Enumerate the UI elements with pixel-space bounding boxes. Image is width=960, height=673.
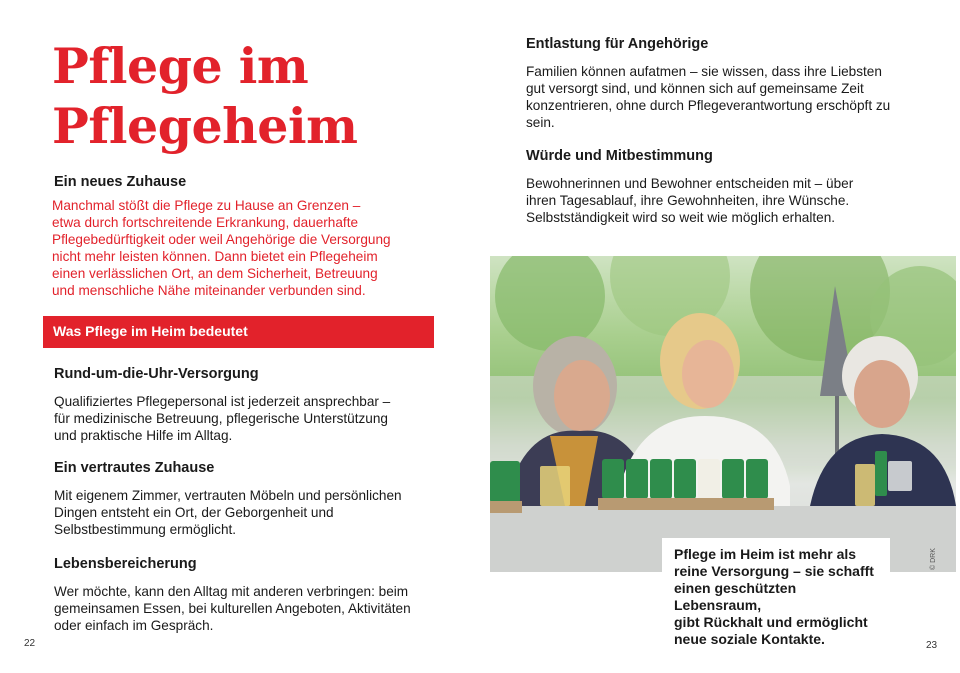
body-line: ihren Tagesablauf, ihre Gewohnheiten, ihre Wünsche. (526, 193, 850, 208)
section-band (43, 316, 434, 348)
caption-line: reine Versorgung – sie schafft (674, 563, 874, 579)
card (698, 459, 720, 499)
page-number-right: 23 (926, 640, 938, 651)
carer-face (682, 340, 734, 408)
title-line-1: Pflege im (52, 37, 309, 95)
body-line: sein. (526, 115, 555, 130)
section-body (526, 175, 853, 226)
page-title (52, 36, 357, 156)
card (490, 461, 520, 503)
section-heading: Würde und Mitbestimmung (526, 148, 713, 164)
section-band-label: Was Pflege im Heim bedeutet (53, 323, 248, 339)
lead-line: Manchmal stößt die Pflege zu Hause an Grenzen – (52, 198, 361, 213)
body-line: Selbstbestimmung ermöglicht. (54, 522, 237, 537)
glass-left (540, 466, 570, 506)
photo-residents-at-table (490, 256, 956, 572)
subtitle: Ein neues Zuhause (54, 174, 187, 190)
lead-paragraph (52, 197, 391, 299)
body-line: und praktische Hilfe im Alltag. (54, 428, 233, 443)
caption-line: neue soziale Kontakte. (674, 631, 825, 647)
card (626, 459, 648, 499)
lead-line: etwa durch fortschreitende Erkrankung, dauerhafte (52, 215, 359, 230)
photo-caption (662, 538, 890, 654)
glass-water (888, 461, 912, 491)
body-line: Bewohnerinnen und Bewohner entscheiden mit – über (526, 176, 854, 191)
lead-line: Pflegebedürftigkeit oder weil Angehörige die Versorgung (52, 232, 391, 247)
section-heading: Ein vertrautes Zuhause (54, 460, 215, 476)
body-line: Qualifiziertes Pflegepersonal ist jederzeit ansprechbar – (54, 394, 391, 409)
parasol-pole (835, 396, 839, 456)
section-heading: Lebensbereicherung (54, 556, 197, 572)
photo-credit: © DRK (930, 548, 937, 570)
resident-left-face (554, 360, 610, 432)
section-heading: Rund-um-die-Uhr-Versorgung (54, 366, 259, 382)
caption-line: gibt Rückhalt und ermöglicht (674, 614, 868, 630)
body-line: oder einfach im Gespräch. (54, 618, 214, 633)
body-line: gut versorgt sind, und können sich auf gemeinsame Zeit (526, 81, 864, 96)
card (602, 459, 624, 499)
caption-line: Pflege im Heim ist mehr als (674, 546, 857, 562)
card (875, 451, 887, 496)
glass-right (855, 464, 875, 506)
body-line: Selbstständigkeit wird so weit wie möglich erhalten. (526, 210, 836, 225)
body-line: gemeinsamen Essen, bei kulturellen Angeboten, Aktivitäten (54, 601, 411, 616)
section-body (526, 63, 890, 131)
resident-right-face (854, 360, 910, 428)
photo-illustration (490, 256, 956, 572)
body-line: Familien können aufatmen – sie wissen, dass ihre Liebsten (526, 64, 882, 79)
section-heading: Entlastung für Angehörige (526, 36, 709, 52)
body-line: Wer möchte, kann den Alltag mit anderen verbringen: beim (54, 584, 409, 599)
lead-line: nicht mehr leisten können. Dann bietet ein Pflegeheim (52, 249, 378, 264)
caption-line: einen geschützten Lebensraum, (674, 580, 797, 613)
body-line: konzentrieren, ohne durch Pflegeverantwortung erschöpft zu (526, 98, 891, 113)
section-body (54, 487, 402, 538)
title-line-2: Pflegeheim (52, 97, 358, 155)
section-body (54, 393, 390, 444)
body-line: Dingen entsteht ein Ort, der Geborgenheit und (54, 505, 334, 520)
lead-line: und menschliche Nähe miteinander verbunden sind. (52, 283, 366, 298)
lead-line: einen verlässlichen Ort, an dem Sicherheit, Betreuung (52, 266, 378, 281)
card-holder (598, 498, 774, 510)
body-line: Mit eigenem Zimmer, vertrauten Möbeln und persönlichen (54, 488, 402, 503)
section-body (54, 583, 411, 634)
card (674, 459, 696, 499)
card-holder (490, 501, 522, 513)
card (650, 459, 672, 499)
page-number-left: 22 (24, 638, 36, 649)
card (746, 459, 768, 499)
foliage (495, 256, 605, 351)
body-line: für medizinische Betreuung, pflegerische Unterstützung (54, 411, 388, 426)
card (722, 459, 744, 499)
